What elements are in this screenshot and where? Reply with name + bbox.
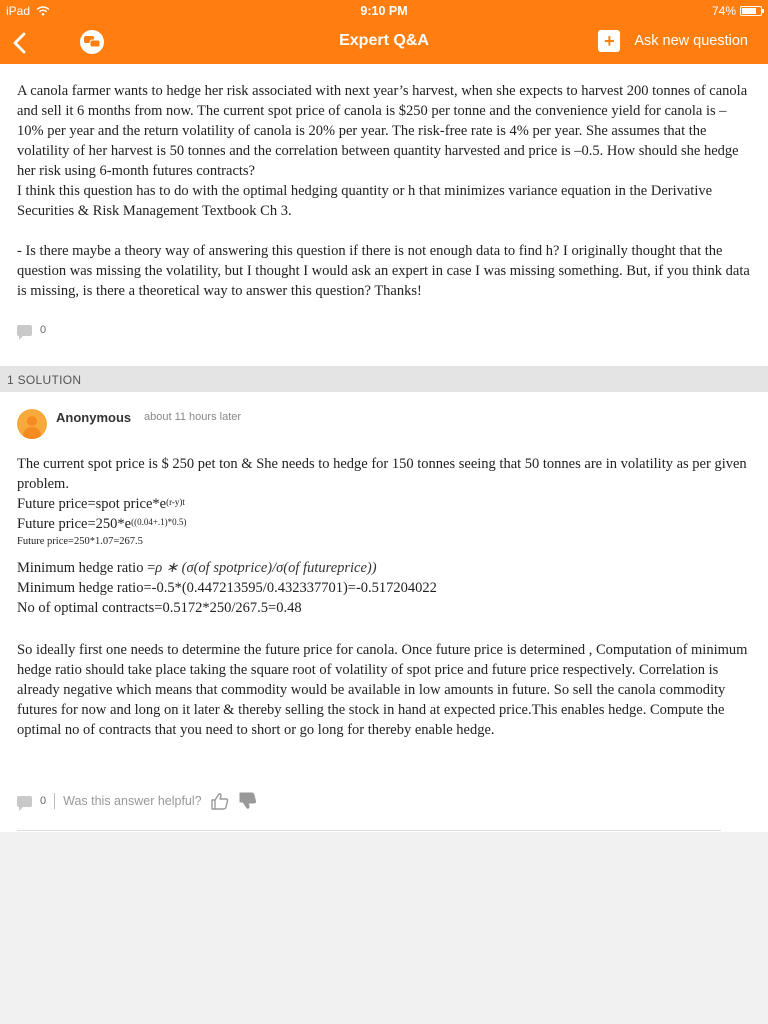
- question-paragraph: - Is there maybe a theory way of answering this question if there is not enough data to find h? I originally thought that the question was missing the volatility, but I thought I would ask an expert in case I was missing something. But, if you think data is missing, is there a theoretical way to answer this question? Thanks!: [17, 243, 750, 299]
- divider: [17, 830, 721, 831]
- nav-bar: [0, 22, 768, 64]
- question-comments[interactable]: [17, 324, 46, 336]
- answer-paragraph: So ideally first one needs to determine the future price for canola. Once future price is determined , Computation of minimum hedge ratio should take place taking the square root of volatility of spot price and future price respectively. Correlation is already negative which means that commodity would be available in low amounts in future. So sell the canola commodity futures for now and long on it later & thereby selling the stock in hand at expected price.This enables hedge. Compute the optimal no of contracts that you need to short or go long for thereby enable hedge.: [17, 642, 748, 738]
- battery-percent: 74%: [711, 4, 736, 18]
- status-right: [712, 4, 762, 18]
- answer-line: Minimum hedge ratio=-0.5*(0.447213595/0.432337701)=-0.517204022: [17, 580, 437, 596]
- question-paragraph: I think this question has to do with the optimal hedging quantity or h that minimizes variance equation in the Derivative Securities & Risk Management Textbook Ch 3.: [17, 183, 713, 219]
- ask-new-question-button[interactable]: [598, 30, 748, 52]
- status-bar: [0, 0, 768, 22]
- answer-line: The current spot price is $ 250 pet ton & She needs to hedge for 150 tonnes seeing that 50 tonnes are in volatility as per given problem.: [17, 456, 747, 492]
- battery-icon: [740, 6, 762, 16]
- status-time: 9:10 PM: [360, 4, 408, 18]
- divider: [54, 793, 55, 809]
- thumbs-up-icon[interactable]: [210, 792, 230, 810]
- answer-line: Future price=spot $price*e^{(r-y)t}$: [17, 496, 185, 512]
- comment-icon[interactable]: [17, 796, 32, 807]
- avatar: [17, 409, 47, 439]
- question-card: [0, 64, 768, 366]
- answer-line: Future price=250*1.07=267.5: [17, 536, 143, 547]
- thumbs-down-icon[interactable]: [238, 792, 258, 810]
- answer-card: [0, 392, 768, 832]
- answer-author: Anonymous: [56, 410, 132, 425]
- answer-text: [17, 454, 752, 740]
- solution-header: 1 SOLUTION: [0, 366, 768, 392]
- plus-icon: +: [598, 30, 620, 52]
- device-label: iPad: [6, 4, 31, 18]
- page-title: Expert Q&A: [339, 32, 429, 49]
- answer-time: about 11 hours later: [144, 411, 242, 423]
- answer-footer: [17, 792, 258, 810]
- hedge-formula: ρ ∗ (σ(of spotprice)/σ(of futureprice)): [155, 560, 377, 576]
- answer-line: Minimum hedge ratio =ρ ∗ (σ(of spotprice)/σ(of futureprice)): [17, 560, 377, 576]
- comment-count: 0: [40, 324, 47, 336]
- ask-new-question-label: Ask new question: [634, 33, 748, 49]
- answer-line: Future $price=250*e^{((0.04+.1)*0.5)}$: [17, 516, 187, 532]
- answer-comment-count: 0: [40, 795, 47, 807]
- question-paragraph: A canola farmer wants to hedge her risk associated with next year’s harvest, when she expects to harvest 200 tonnes of canola and sell it 6 months from now. The current spot price of canola is $250 per tonne and the convenience yield for canola is –10% per year and the return volatility of canola is 20% per year. The risk-free rate is 4% per year. She assumes that the volatility of her harvest is 50 tonnes and the correlation between quantity harvested and price is –0.5. How should she hedge her risk using 6-month futures contracts?: [17, 83, 748, 179]
- comment-icon: [17, 325, 32, 336]
- answer-line: No of optimal contracts=0.5172*250/267.5=0.48: [17, 600, 302, 616]
- helpful-label: Was this answer helpful?: [63, 794, 202, 808]
- question-text: [17, 81, 752, 301]
